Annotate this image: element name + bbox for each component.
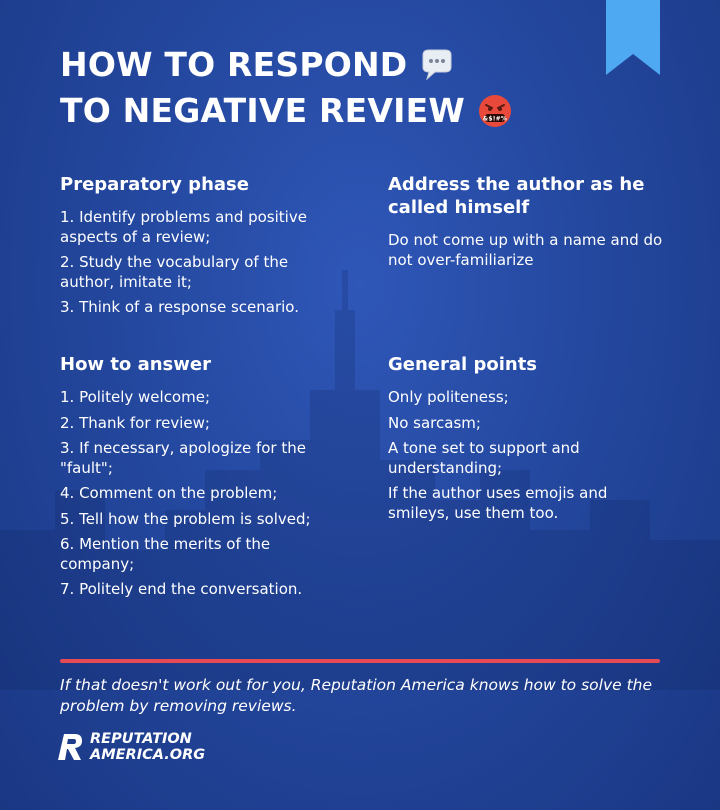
- list-item: 6. Mention the merits of the company;: [60, 535, 271, 573]
- how-to-answer-list: [60, 388, 335, 600]
- logo-line-1: REPUTATION: [90, 731, 192, 747]
- red-divider: [60, 659, 660, 663]
- section-preparatory-phase: [60, 173, 335, 324]
- list-item: 2. Study the vocabulary of the author, imitate it;: [60, 253, 289, 291]
- title-line-2-text: TO NEGATIVE REVIEW: [60, 91, 465, 130]
- reputation-america-logo: [58, 731, 205, 763]
- list-item: If the author uses emojis and smileys, use them too.: [388, 484, 608, 522]
- address-list: [388, 231, 663, 270]
- list-item: Only politeness;: [388, 388, 509, 406]
- logo-line-2: AMERICA.ORG: [90, 747, 206, 763]
- list-item: A tone set to support and understanding;: [388, 439, 580, 477]
- list-item: 5. Tell how the problem is solved;: [60, 509, 311, 528]
- list-item: Do not come up with a name and do not over-familiarize: [388, 231, 663, 269]
- section-address-author: [388, 173, 663, 276]
- preparatory-list: [60, 208, 335, 318]
- angry-face-emoji-icon: [477, 93, 513, 129]
- list-item: 2. Thank for review;: [60, 413, 210, 432]
- page-title: [60, 42, 513, 134]
- general-points-list: [388, 388, 663, 523]
- section-heading: How to answer: [60, 354, 211, 375]
- section-heading: Preparatory phase: [60, 174, 249, 195]
- logo-wordmark: [90, 731, 205, 763]
- angry-face-symbols: &$!#%: [482, 115, 508, 123]
- section-heading: Address the author as he called himself: [388, 174, 645, 218]
- list-item: 3. If necessary, apologize for the "fault";: [60, 439, 306, 477]
- list-item: 7. Politely end the conversation.: [60, 580, 303, 598]
- speech-bubble-icon: [419, 47, 455, 83]
- bookmark-ribbon-icon: [606, 0, 660, 75]
- section-heading: General points: [388, 354, 538, 375]
- title-line-1: [60, 42, 513, 88]
- section-general-points: [388, 353, 663, 529]
- list-item: 4. Comment on the problem;: [60, 484, 278, 502]
- list-item: 1. Politely welcome;: [60, 388, 211, 406]
- title-line-1-text: HOW TO RESPOND: [60, 45, 408, 84]
- list-item: No sarcasm;: [388, 413, 481, 432]
- title-line-2: [60, 88, 513, 134]
- footer-note: If that doesn't work out for you, Reputation America knows how to solve the problem by removing reviews.: [60, 676, 653, 715]
- list-item: 3. Think of a response scenario.: [60, 298, 299, 316]
- list-item: 1. Identify problems and positive aspects of a review;: [60, 208, 307, 246]
- r-logo-icon: [58, 732, 84, 762]
- section-how-to-answer: [60, 353, 335, 606]
